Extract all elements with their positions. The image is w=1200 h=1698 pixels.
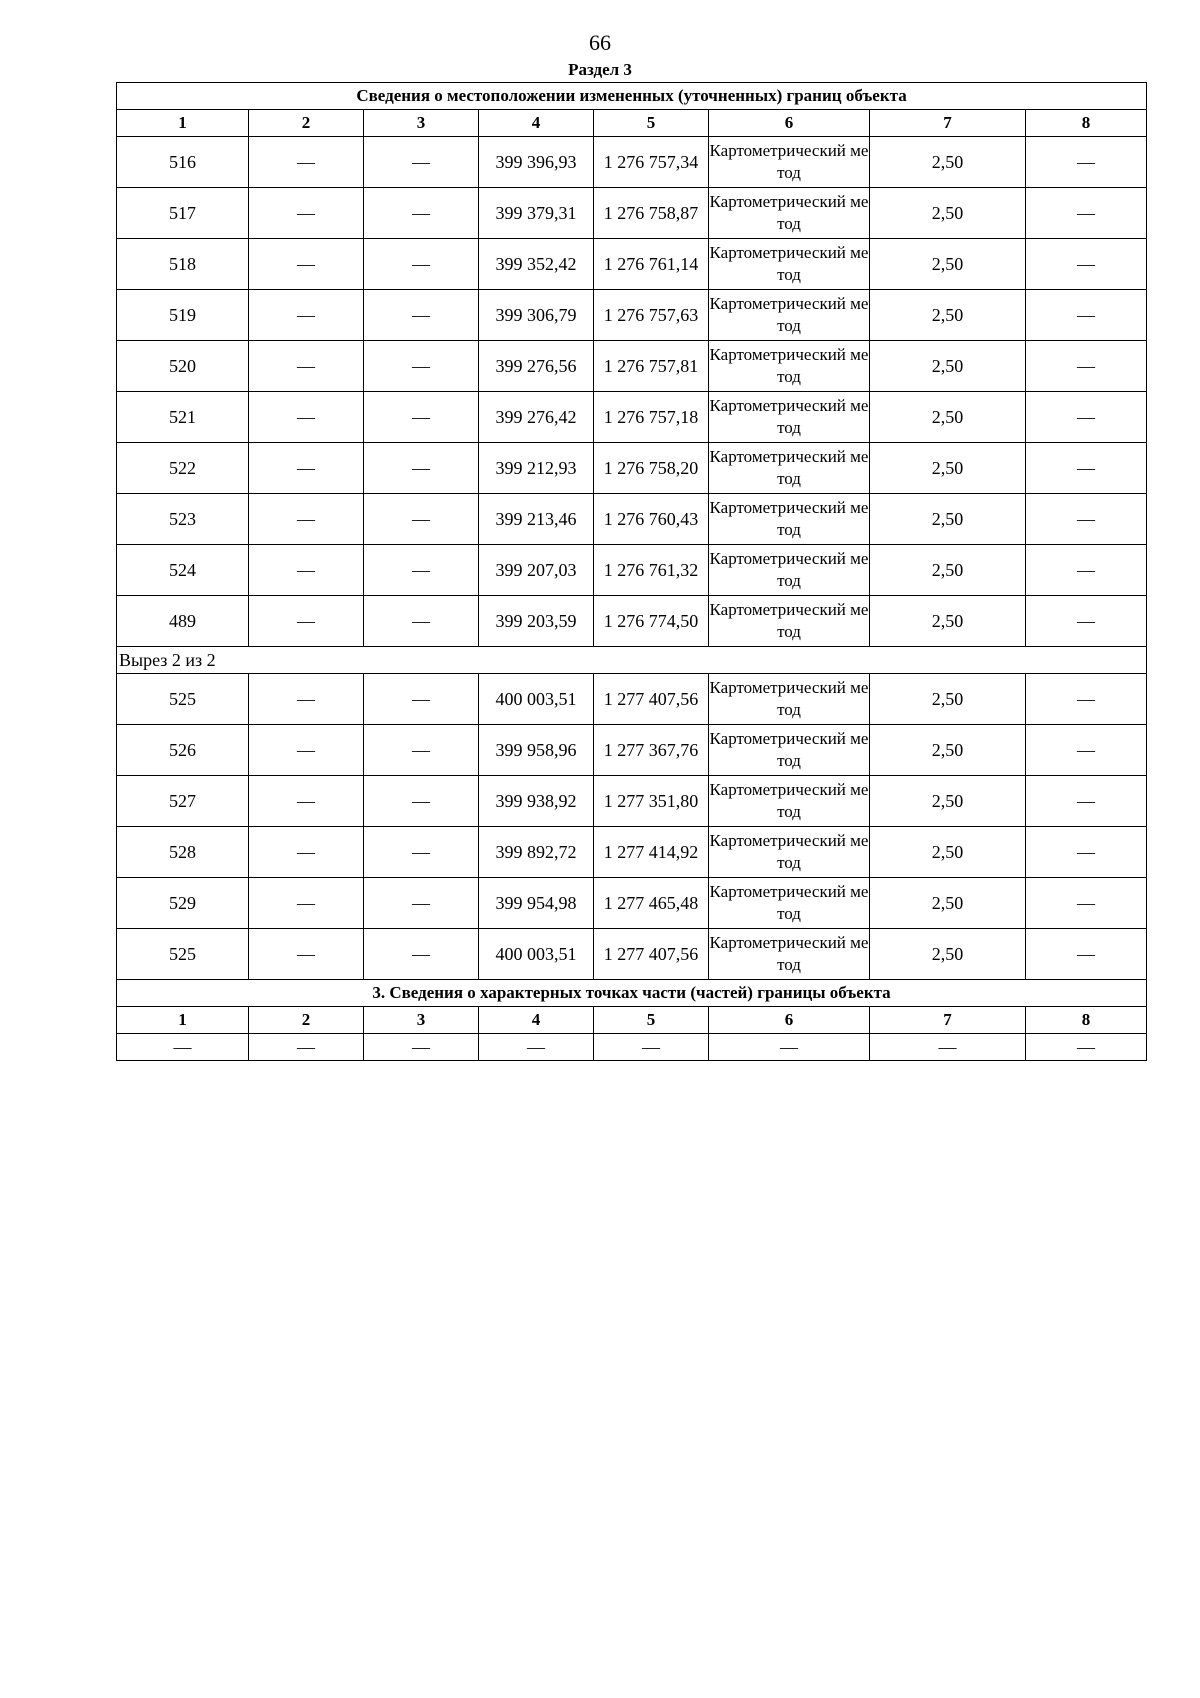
accuracy-cell: 2,50 (870, 878, 1026, 929)
x-coordinate-cell: 399 379,31 (479, 188, 594, 239)
method-cell: Картометрический метод (709, 341, 870, 392)
y-coordinate-cell: 1 276 757,34 (594, 137, 709, 188)
cell-col3: — (364, 341, 479, 392)
column-number: 1 (117, 1007, 249, 1034)
y-coordinate-cell: 1 276 761,14 (594, 239, 709, 290)
cell-col8: — (1026, 827, 1147, 878)
y-coordinate-cell: 1 276 758,87 (594, 188, 709, 239)
x-coordinate-cell: 399 396,93 (479, 137, 594, 188)
cell-col8: — (1026, 725, 1147, 776)
method-cell: Картометрический метод (709, 674, 870, 725)
method-cell: Картометрический метод (709, 827, 870, 878)
cell-col3: — (364, 776, 479, 827)
cell-col3: — (364, 137, 479, 188)
cell-col3: — (364, 188, 479, 239)
x-coordinate-cell: 399 938,92 (479, 776, 594, 827)
method-cell: Картометрический метод (709, 188, 870, 239)
column-number: 5 (594, 110, 709, 137)
empty-cell: — (479, 1034, 594, 1061)
method-cell: Картометрический метод (709, 596, 870, 647)
column-number-row (117, 110, 1147, 137)
table-row (117, 443, 1147, 494)
method-cell: Картометрический метод (709, 239, 870, 290)
accuracy-cell: 2,50 (870, 929, 1026, 980)
cell-col8: — (1026, 137, 1147, 188)
boundary-table (116, 82, 1147, 1061)
section3-title-row (117, 980, 1147, 1007)
cell-col2: — (249, 494, 364, 545)
x-coordinate-cell: 399 203,59 (479, 596, 594, 647)
accuracy-cell: 2,50 (870, 239, 1026, 290)
method-cell: Картометрический метод (709, 290, 870, 341)
point-number-cell: 520 (117, 341, 249, 392)
page-number: 66 (589, 30, 611, 55)
cell-col8: — (1026, 341, 1147, 392)
accuracy-cell: 2,50 (870, 392, 1026, 443)
empty-cell: — (364, 1034, 479, 1061)
x-coordinate-cell: 399 207,03 (479, 545, 594, 596)
point-number-cell: 517 (117, 188, 249, 239)
table-row (117, 239, 1147, 290)
accuracy-cell: 2,50 (870, 827, 1026, 878)
cell-col8: — (1026, 392, 1147, 443)
point-number-cell: 518 (117, 239, 249, 290)
cell-col8: — (1026, 596, 1147, 647)
x-coordinate-cell: 400 003,51 (479, 929, 594, 980)
cell-col2: — (249, 776, 364, 827)
column-number: 8 (1026, 1007, 1147, 1034)
point-number-cell: 529 (117, 878, 249, 929)
column-number: 6 (709, 1007, 870, 1034)
cell-col3: — (364, 392, 479, 443)
x-coordinate-cell: 399 306,79 (479, 290, 594, 341)
section-title: Раздел 3 (568, 60, 632, 79)
method-cell: Картометрический метод (709, 725, 870, 776)
y-coordinate-cell: 1 277 367,76 (594, 725, 709, 776)
accuracy-cell: 2,50 (870, 443, 1026, 494)
cell-col3: — (364, 827, 479, 878)
cell-col8: — (1026, 239, 1147, 290)
table-row (117, 878, 1147, 929)
y-coordinate-cell: 1 276 774,50 (594, 596, 709, 647)
accuracy-cell: 2,50 (870, 341, 1026, 392)
cell-col8: — (1026, 878, 1147, 929)
method-cell: Картометрический метод (709, 878, 870, 929)
cell-col2: — (249, 674, 364, 725)
section3-title: 3. Сведения о характерных точках части (частей) границы объекта (117, 980, 1147, 1007)
x-coordinate-cell: 399 352,42 (479, 239, 594, 290)
point-number-cell: 519 (117, 290, 249, 341)
empty-cell: — (870, 1034, 1026, 1061)
table-body (117, 83, 1147, 1061)
point-number-cell: 524 (117, 545, 249, 596)
cell-col8: — (1026, 443, 1147, 494)
cell-col2: — (249, 545, 364, 596)
point-number-cell: 516 (117, 137, 249, 188)
table-row (117, 929, 1147, 980)
y-coordinate-cell: 1 276 757,63 (594, 290, 709, 341)
accuracy-cell: 2,50 (870, 674, 1026, 725)
accuracy-cell: 2,50 (870, 545, 1026, 596)
point-number-cell: 526 (117, 725, 249, 776)
cell-col2: — (249, 290, 364, 341)
method-cell: Картометрический метод (709, 392, 870, 443)
table-row (117, 137, 1147, 188)
method-cell: Картометрический метод (709, 443, 870, 494)
column-number: 4 (479, 1007, 594, 1034)
column-number: 6 (709, 110, 870, 137)
table-row (117, 827, 1147, 878)
cell-col2: — (249, 341, 364, 392)
accuracy-cell: 2,50 (870, 725, 1026, 776)
cell-col3: — (364, 494, 479, 545)
cell-col8: — (1026, 674, 1147, 725)
column-number: 4 (479, 110, 594, 137)
y-coordinate-cell: 1 276 761,32 (594, 545, 709, 596)
y-coordinate-cell: 1 277 414,92 (594, 827, 709, 878)
y-coordinate-cell: 1 277 407,56 (594, 929, 709, 980)
table-row (117, 725, 1147, 776)
cell-col2: — (249, 239, 364, 290)
cell-col8: — (1026, 545, 1147, 596)
y-coordinate-cell: 1 277 407,56 (594, 674, 709, 725)
table-row (117, 596, 1147, 647)
x-coordinate-cell: 399 892,72 (479, 827, 594, 878)
empty-cell: — (117, 1034, 249, 1061)
method-cell: Картометрический метод (709, 494, 870, 545)
table-row (117, 341, 1147, 392)
cell-col3: — (364, 929, 479, 980)
cell-col3: — (364, 725, 479, 776)
empty-cell: — (594, 1034, 709, 1061)
subsection-label: Вырез 2 из 2 (117, 647, 1147, 674)
column-number: 5 (594, 1007, 709, 1034)
accuracy-cell: 2,50 (870, 290, 1026, 341)
cell-col2: — (249, 929, 364, 980)
cell-col8: — (1026, 494, 1147, 545)
section3-column-number-row (117, 1007, 1147, 1034)
column-number: 1 (117, 110, 249, 137)
accuracy-cell: 2,50 (870, 137, 1026, 188)
y-coordinate-cell: 1 277 465,48 (594, 878, 709, 929)
method-cell: Картометрический метод (709, 776, 870, 827)
x-coordinate-cell: 399 212,93 (479, 443, 594, 494)
y-coordinate-cell: 1 276 760,43 (594, 494, 709, 545)
accuracy-cell: 2,50 (870, 776, 1026, 827)
table-title-row (117, 83, 1147, 110)
column-number: 7 (870, 110, 1026, 137)
table-row (117, 188, 1147, 239)
method-cell: Картометрический метод (709, 545, 870, 596)
table-row (117, 545, 1147, 596)
x-coordinate-cell: 399 958,96 (479, 725, 594, 776)
cell-col2: — (249, 596, 364, 647)
y-coordinate-cell: 1 277 351,80 (594, 776, 709, 827)
empty-cell: — (709, 1034, 870, 1061)
column-number: 3 (364, 110, 479, 137)
x-coordinate-cell: 400 003,51 (479, 674, 594, 725)
y-coordinate-cell: 1 276 757,18 (594, 392, 709, 443)
table-row (117, 494, 1147, 545)
cell-col8: — (1026, 776, 1147, 827)
cell-col2: — (249, 392, 364, 443)
point-number-cell: 527 (117, 776, 249, 827)
table-row (117, 776, 1147, 827)
empty-cell: — (1026, 1034, 1147, 1061)
empty-cell: — (249, 1034, 364, 1061)
cell-col2: — (249, 443, 364, 494)
x-coordinate-cell: 399 213,46 (479, 494, 594, 545)
column-number: 3 (364, 1007, 479, 1034)
point-number-cell: 522 (117, 443, 249, 494)
accuracy-cell: 2,50 (870, 494, 1026, 545)
cell-col3: — (364, 674, 479, 725)
cell-col3: — (364, 443, 479, 494)
accuracy-cell: 2,50 (870, 596, 1026, 647)
column-number: 2 (249, 1007, 364, 1034)
x-coordinate-cell: 399 276,56 (479, 341, 594, 392)
point-number-cell: 489 (117, 596, 249, 647)
column-number: 8 (1026, 110, 1147, 137)
point-number-cell: 521 (117, 392, 249, 443)
cell-col8: — (1026, 290, 1147, 341)
cell-col2: — (249, 827, 364, 878)
table-title: Сведения о местоположении измененных (уточненных) границ объекта (117, 83, 1147, 110)
y-coordinate-cell: 1 276 757,81 (594, 341, 709, 392)
method-cell: Картометрический метод (709, 137, 870, 188)
point-number-cell: 525 (117, 674, 249, 725)
cell-col3: — (364, 545, 479, 596)
cell-col3: — (364, 290, 479, 341)
cell-col3: — (364, 596, 479, 647)
column-number: 7 (870, 1007, 1026, 1034)
x-coordinate-cell: 399 276,42 (479, 392, 594, 443)
cell-col8: — (1026, 188, 1147, 239)
cell-col3: — (364, 878, 479, 929)
cell-col2: — (249, 188, 364, 239)
table-row (117, 674, 1147, 725)
point-number-cell: 525 (117, 929, 249, 980)
point-number-cell: 523 (117, 494, 249, 545)
cell-col3: — (364, 239, 479, 290)
subsection-row (117, 647, 1147, 674)
table-row (117, 290, 1147, 341)
table-row (117, 392, 1147, 443)
cell-col2: — (249, 878, 364, 929)
column-number: 2 (249, 110, 364, 137)
cell-col2: — (249, 137, 364, 188)
section3-empty-row (117, 1034, 1147, 1061)
cell-col8: — (1026, 929, 1147, 980)
cell-col2: — (249, 725, 364, 776)
method-cell: Картометрический метод (709, 929, 870, 980)
accuracy-cell: 2,50 (870, 188, 1026, 239)
x-coordinate-cell: 399 954,98 (479, 878, 594, 929)
point-number-cell: 528 (117, 827, 249, 878)
y-coordinate-cell: 1 276 758,20 (594, 443, 709, 494)
